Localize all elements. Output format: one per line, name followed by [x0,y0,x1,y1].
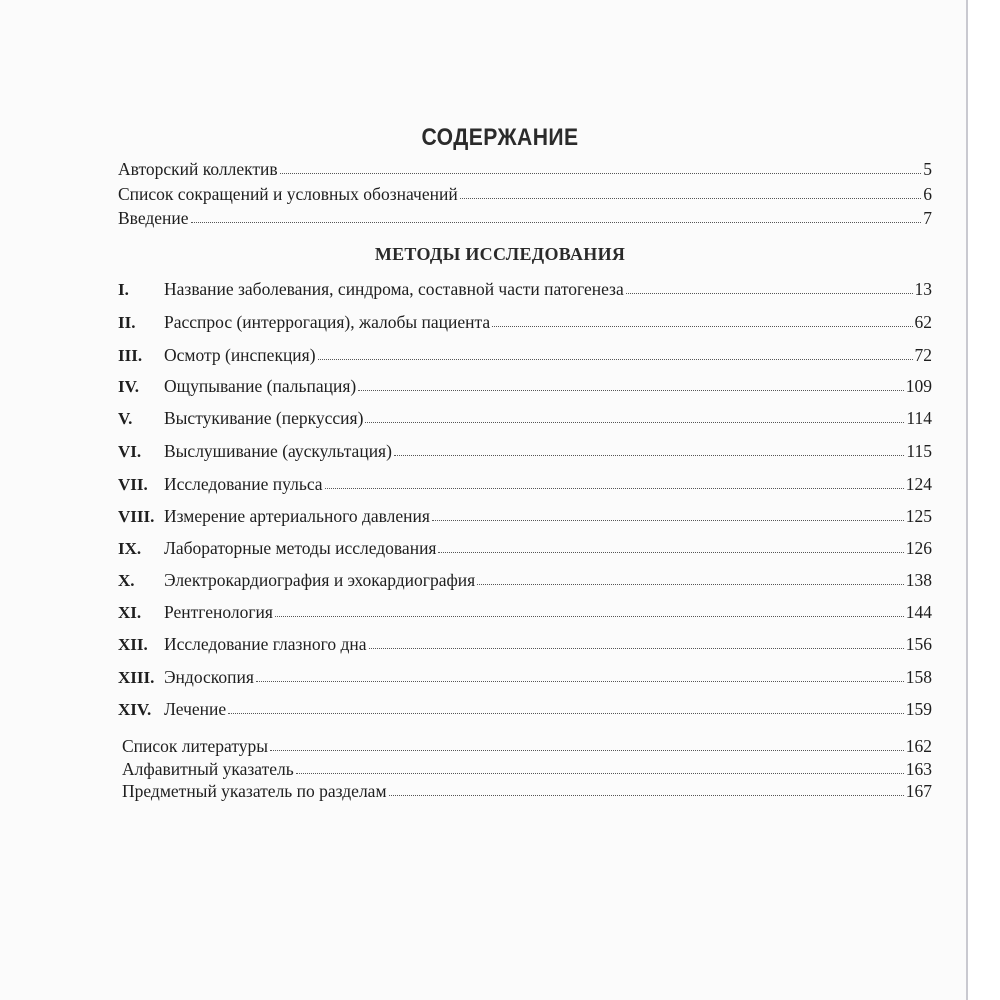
chapter-page: 13 [914,279,932,299]
toc-entry-label: Авторский коллектив [118,159,278,179]
chapter-number: X. [118,571,135,590]
chapter-page: 138 [905,570,932,590]
toc-entry-label: Список сокращений и условных обозначений [118,184,458,204]
dot-leader [318,355,913,360]
chapter-number: VII. [118,475,148,494]
chapter-number: XI. [118,603,142,622]
dot-leader [280,169,922,174]
toc-chapter [118,376,932,397]
toc-entry-label: Введение [118,208,189,228]
chapter-label: Лабораторные методы исследования [164,538,437,558]
toc-entry-page: 5 [923,159,932,179]
chapter-label: Исследование пульса [164,474,323,494]
toc-entry-page: 167 [905,781,932,801]
chapter-page: 156 [905,634,932,654]
toc-chapter [118,312,932,333]
chapter-label: Осмотр (инспекция) [164,345,316,365]
chapter-label: Лечение [164,699,227,719]
chapter-page: 124 [905,474,932,494]
toc-entry [122,736,932,756]
chapter-number: IX. [118,539,142,558]
toc-chapter [118,345,932,366]
toc-entry-page: 162 [905,736,932,756]
dot-leader [460,194,922,199]
toc-entry [118,159,932,179]
dot-leader [438,548,903,553]
dot-leader [358,386,904,391]
chapter-number: III. [118,346,143,365]
toc-entry-page: 7 [923,208,932,228]
toc-chapter [118,474,932,495]
chapter-label: Название заболевания, синдрома, составной части патогенеза [164,279,624,299]
chapter-label: Рентгенология [164,602,273,622]
chapter-label: Исследование глазного дна [164,634,367,654]
chapter-number: VI. [118,442,142,461]
dot-leader [389,791,904,796]
chapter-page: 115 [906,441,932,461]
dot-leader [492,322,912,327]
section-title: МЕТОДЫ ИССЛЕДОВАНИЯ [374,244,626,264]
dot-leader [256,677,904,682]
chapter-page: 158 [905,667,932,687]
dot-leader [365,418,904,423]
toc-chapter [118,667,932,688]
chapter-number: VIII. [118,507,155,526]
chapter-label: Эндоскопия [164,667,254,687]
toc-chapter [118,408,932,429]
chapter-label: Расспрос (интеррогация), жалобы пациента [164,312,491,332]
toc-chapter [118,506,932,527]
chapter-number: I. [118,280,129,299]
toc-entry [122,759,932,779]
chapter-page: 109 [905,376,932,396]
chapter-label: Выстукивание (перкуссия) [164,408,364,428]
chapter-page: 125 [905,506,932,526]
dot-leader [394,451,904,456]
chapter-page: 114 [906,408,932,428]
toc-entry-page: 163 [905,759,932,779]
toc-entry-label: Список литературы [122,736,269,756]
toc-entry-label: Алфавитный указатель [122,759,294,779]
toc-chapter [118,538,932,559]
toc-chapter [118,279,932,300]
chapter-page: 126 [905,538,932,558]
dot-leader [477,580,904,585]
chapter-number: V. [118,409,133,428]
toc-entry [118,184,932,204]
toc-chapter [118,602,932,623]
dot-leader [270,746,904,751]
page-edge [966,0,968,1000]
toc-title: СОДЕРЖАНИЕ [421,124,579,151]
dot-leader [228,709,904,714]
toc-entry [118,208,932,228]
chapter-label: Электрокардиография и эхокардиография [164,570,476,590]
chapter-label: Выслушивание (аускультация) [164,441,392,461]
toc-entry-label: Предметный указатель по разделам [122,781,387,801]
dot-leader [369,644,904,649]
chapter-number: XIII. [118,668,155,687]
chapter-number: II. [118,313,136,332]
toc-chapter [118,634,932,655]
chapter-number: IV. [118,377,139,396]
dot-leader [296,769,904,774]
chapter-page: 72 [914,345,932,365]
chapter-number: XIV. [118,700,152,719]
chapter-page: 144 [905,602,932,622]
toc-chapter [118,570,932,591]
dot-leader [191,218,922,223]
dot-leader [275,612,904,617]
toc-chapter [118,441,932,462]
toc-entry [122,781,932,801]
dot-leader [325,484,904,489]
dot-leader [432,516,904,521]
chapter-label: Ощупывание (пальпация) [164,376,357,396]
toc-chapter [118,699,932,720]
chapter-page: 159 [905,699,932,719]
chapter-number: XII. [118,635,148,654]
toc-entry-page: 6 [923,184,932,204]
dot-leader [626,289,913,294]
chapter-page: 62 [914,312,932,332]
chapter-label: Измерение артериального давления [164,506,430,526]
